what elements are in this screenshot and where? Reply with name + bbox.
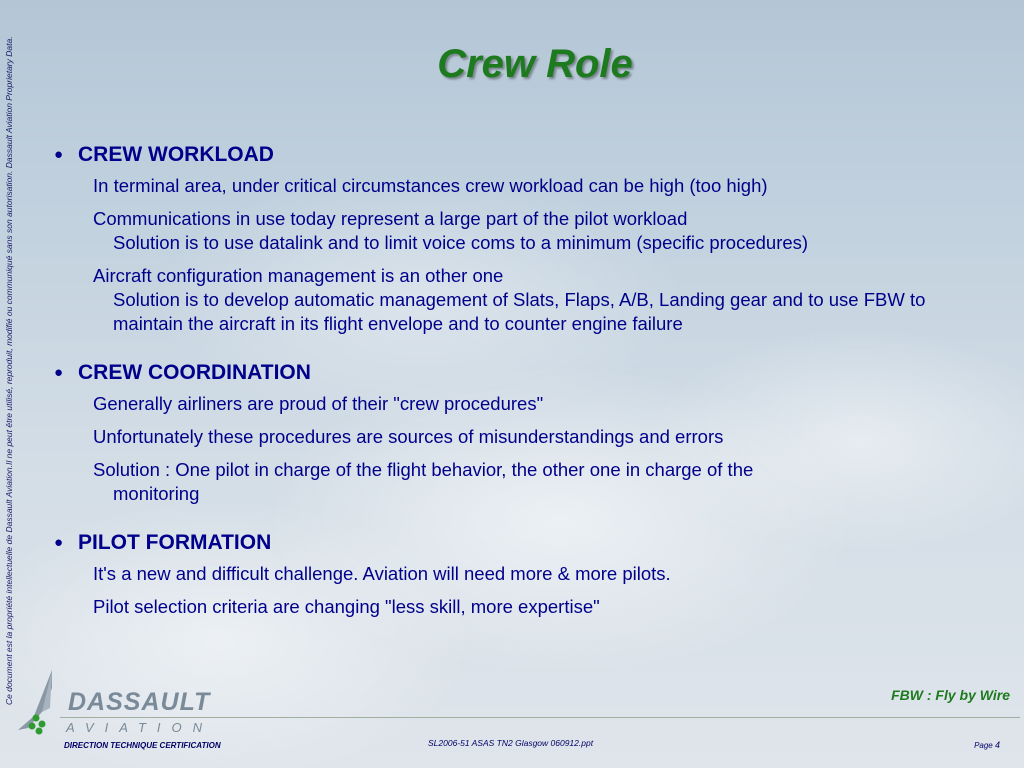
list-item: Solution : One pilot in charge of the flight behavior, the other one in charge of the monitoring (52, 458, 1012, 506)
proprietary-notice: Ce document est la propriété intellectuelle de Dassault Aviation.Il ne peut être utilisé, reproduit, modifié ou communiqué sans son autorisation. Dassault Aviation Proprietary Data. (4, 36, 14, 705)
item-continuation: monitoring (113, 483, 200, 504)
page-number: Page 4 (974, 740, 1000, 750)
bullet-icon: ● (54, 534, 64, 551)
list-item: Aircraft configuration management is an other one Solution is to develop automatic management of Slats, Flaps, A/B, Landing gear and to use FBW to maintain the aircraft in its flight envelope and to counter engine failure (52, 264, 1012, 336)
footer-filename: SL2006-51 ASAS TN2 Glasgow 060912.ppt (428, 738, 594, 748)
list-item: Generally airliners are proud of their "crew procedures" (93, 393, 544, 414)
list-item: Communications in use today represent a large part of the pilot workload Solution is to use datalink and to limit voice coms to a minimum (specific procedures) (52, 207, 1012, 255)
section-heading: ● CREW WORKLOAD (52, 140, 1012, 170)
fbw-note: FBW : Fly by Wire (891, 687, 1010, 703)
bullet-icon: ● (54, 146, 64, 163)
list-item: Pilot selection criteria are changing "less skill, more expertise" (93, 596, 600, 617)
slide-content (52, 140, 1012, 641)
logo-subtitle: AVIATION (66, 720, 213, 735)
logo-wordmark: DASSAULT (68, 688, 211, 716)
bullet-icon: ● (54, 364, 64, 381)
slide-title: Crew Role (437, 42, 633, 86)
section-crew-workload (52, 140, 1012, 336)
footer-divider (60, 717, 1020, 718)
footer-department: DIRECTION TECHNIQUE CERTIFICATION (64, 741, 221, 750)
section-heading: ● CREW COORDINATION (52, 358, 1012, 388)
list-item: In terminal area, under critical circumstances crew workload can be high (too high) (93, 175, 768, 196)
section-crew-coordination (52, 358, 1012, 506)
section-heading: ● PILOT FORMATION (52, 528, 1012, 558)
section-pilot-formation (52, 528, 1012, 619)
list-item: It's a new and difficult challenge. Aviation will need more & more pilots. (93, 563, 671, 584)
list-item: Unfortunately these procedures are sources of misunderstandings and errors (93, 426, 724, 447)
sub-item: Solution is to use datalink and to limit voice coms to a minimum (specific procedures) (113, 232, 809, 253)
sub-item: Solution is to develop automatic management of Slats, Flaps, A/B, Landing gear and to use FBW to maintain the aircraft in its flight envelope and to counter engine failure (113, 289, 926, 334)
